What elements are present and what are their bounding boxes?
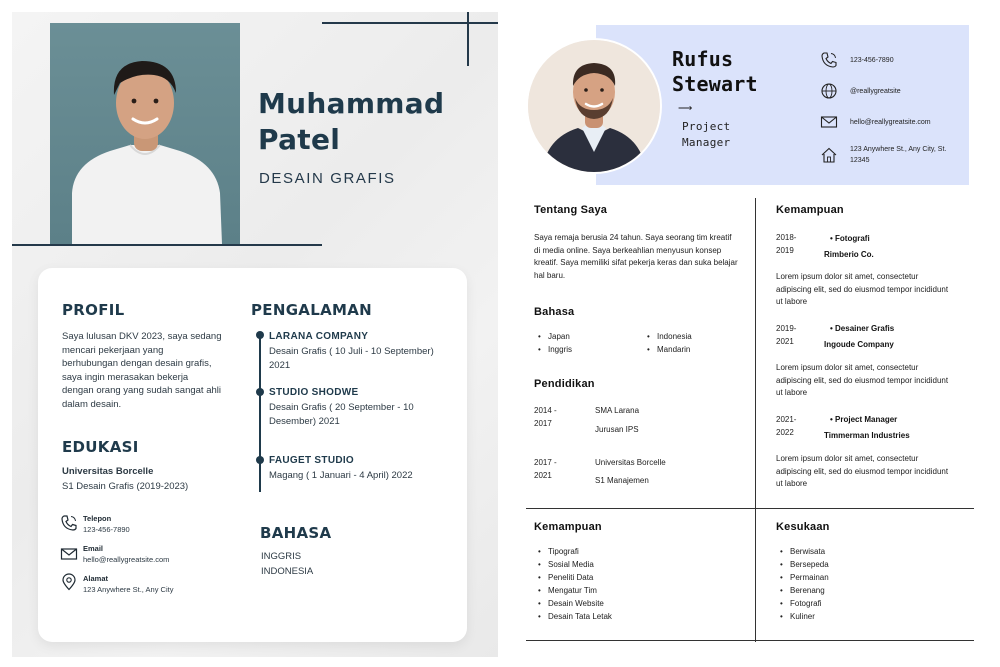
section-heading-profile: PROFIL: [62, 301, 125, 319]
section-heading-languages: BAHASA: [260, 524, 332, 542]
hobby-item: • Berenang: [780, 585, 829, 598]
education-major: S1 Manajemen: [595, 476, 649, 485]
hobby-item: • Permainan: [780, 572, 829, 585]
contact-label: Alamat: [83, 574, 109, 583]
experience-company: LARANA COMPANY: [269, 331, 369, 342]
education-school: Universitas Borcelle: [62, 466, 154, 477]
experience-title-text: Fotografi: [835, 234, 870, 243]
name-line: Stewart: [672, 72, 758, 96]
language-list: [647, 331, 692, 357]
hobby-item: • Berwisata: [780, 546, 829, 559]
experience-title-text: Project Manager: [835, 415, 898, 424]
timeline-dot: [256, 456, 264, 464]
language-list: [538, 331, 572, 357]
timeline-line: [259, 334, 261, 492]
experience-title: • Project Manager: [830, 415, 898, 424]
section-heading-education: EDUKASI: [62, 438, 139, 456]
location-icon: [60, 573, 78, 591]
contact-email: hello@reallygreatsite.com: [850, 119, 931, 126]
experience-company: FAUGET STUDIO: [269, 455, 355, 466]
experience-company: Rimberio Co.: [824, 250, 874, 259]
section-heading-education: Pendidikan: [534, 378, 595, 390]
section-heading-skills: Kemampuan: [534, 521, 602, 533]
profile-photo-frame: [526, 38, 662, 174]
profile-text: Saya lulusan DKV 2023, saya sedang mencari pekerjaan yang berhubungan dengan desain grafis, saya ingin merasakan bekerja dengan orang yang sudah sangat ahli dalam desain.: [62, 331, 222, 410]
hobbies-list: [780, 546, 829, 623]
skills-list: [538, 546, 612, 623]
hobby-item: • Bersepeda: [780, 559, 829, 572]
role-line: Manager: [682, 135, 731, 149]
language-item: INDONESIA: [261, 566, 314, 577]
contact-label: Telepon: [83, 514, 112, 523]
role-line: Project: [682, 120, 731, 133]
section-heading-about: Tentang Saya: [534, 204, 608, 216]
language-item: • Inggris: [538, 344, 572, 357]
skill-item: • Peneliti Data: [538, 572, 612, 585]
education-degree: S1 Desain Grafis (2019-2023): [62, 481, 189, 492]
experience-detail: Desain Grafis ( 10 Juli - 10 September) 2021: [269, 346, 434, 371]
skill-item: • Sosial Media: [538, 559, 612, 572]
decorative-line: [12, 244, 322, 246]
phone-icon: [60, 514, 78, 532]
experience-detail: Desain Grafis ( 20 September - 10 Desember) 2021: [269, 402, 414, 427]
contact-phone: 123-456-7890: [83, 525, 130, 534]
timeline-dot: [256, 331, 264, 339]
experience-description: Lorem ipsum dolor sit amet, consectetur adipiscing elit, sed do eiusmod tempor incididunt ut labore: [776, 272, 949, 306]
phone-icon: [820, 51, 838, 69]
section-heading-hobbies: Kesukaan: [776, 521, 830, 533]
row-divider: [526, 508, 974, 509]
name-line: Muhammad: [258, 87, 445, 120]
education-years: 2017 - 2021: [534, 458, 557, 480]
about-text: Saya remaja berusia 24 tahun. Saya seorang tim kreatif di media online. Saya berkeahlian menyusun konsep kreatif. Saya memiliki sifat pekerja keras dan suka belajar hal baru.: [534, 233, 738, 280]
education-years: 2014 - 2017: [534, 406, 557, 428]
row-divider: [526, 640, 974, 641]
email-icon: [60, 545, 78, 563]
experience-years: 2018- 2019: [776, 233, 797, 255]
column-divider: [755, 198, 756, 642]
person-illustration: [528, 40, 660, 172]
experience-years: 2019- 2021: [776, 324, 797, 346]
section-heading-experience: Kemampuan: [776, 204, 844, 216]
experience-company: Ingoude Company: [824, 340, 894, 349]
experience-title-text: Desainer Grafis: [835, 324, 895, 333]
contact-website: @reallygreatsite: [850, 88, 901, 95]
candidate-name: [258, 86, 444, 158]
arrow-icon: ⟶: [678, 103, 693, 114]
education-major: Jurusan IPS: [595, 425, 639, 434]
candidate-name: [672, 47, 758, 97]
language-item: • Mandarin: [647, 344, 692, 357]
section-heading-languages: Bahasa: [534, 306, 575, 318]
experience-title: • Fotografi: [830, 234, 870, 243]
timeline-dot: [256, 388, 264, 396]
skill-item: • Desain Tata Letak: [538, 611, 612, 624]
candidate-role: DESAIN GRAFIS: [259, 170, 396, 187]
profile-photo: [528, 40, 660, 172]
email-icon: [820, 113, 838, 131]
person-illustration: [50, 23, 240, 244]
education-school: SMA Larana: [595, 406, 640, 415]
name-line: Rufus: [672, 47, 734, 71]
experience-description: Lorem ipsum dolor sit amet, consectetur adipiscing elit, sed do eiusmod tempor incididunt ut labore: [776, 454, 949, 488]
resume-card: [38, 268, 467, 642]
language-item: • Indonesia: [647, 331, 692, 344]
experience-company: STUDIO SHODWE: [269, 387, 359, 398]
experience-detail: Magang ( 1 Januari - 4 April) 2022: [269, 470, 413, 481]
contact-email: hello@reallygreatsite.com: [83, 555, 170, 564]
contact-phone: 123-456-7890: [850, 57, 894, 64]
decorative-line: [322, 22, 498, 24]
education-school: Universitas Borcelle: [595, 458, 666, 467]
skill-item: • Desain Website: [538, 598, 612, 611]
contact-label: Email: [83, 544, 104, 553]
contact-address: 123 Anywhere St., Any City: [83, 585, 174, 594]
experience-years: 2021- 2022: [776, 415, 797, 437]
name-line: Patel: [258, 123, 341, 156]
contact-address: 123 Anywhere St., Any City, St. 12345: [850, 146, 947, 164]
globe-icon: [820, 82, 838, 100]
language-item: INGGRIS: [261, 551, 302, 562]
decorative-line: [467, 12, 469, 66]
candidate-role: [682, 119, 730, 150]
profile-photo: [50, 23, 240, 244]
experience-title: • Desainer Grafis: [830, 324, 895, 333]
skill-item: • Tipografi: [538, 546, 612, 559]
hobby-item: • Fotografi: [780, 598, 829, 611]
language-item: • Japan: [538, 331, 572, 344]
experience-description: Lorem ipsum dolor sit amet, consectetur adipiscing elit, sed do eiusmod tempor incididunt ut labore: [776, 363, 949, 397]
home-icon: [820, 146, 838, 164]
experience-company: Timmerman Industries: [824, 431, 910, 440]
skill-item: • Mengatur Tim: [538, 585, 612, 598]
section-heading-experience: PENGALAMAN: [251, 301, 372, 319]
resume-muhammad-patel: [12, 12, 498, 657]
resume-rufus-stewart: [510, 12, 988, 657]
hobby-item: • Kuliner: [780, 611, 829, 624]
